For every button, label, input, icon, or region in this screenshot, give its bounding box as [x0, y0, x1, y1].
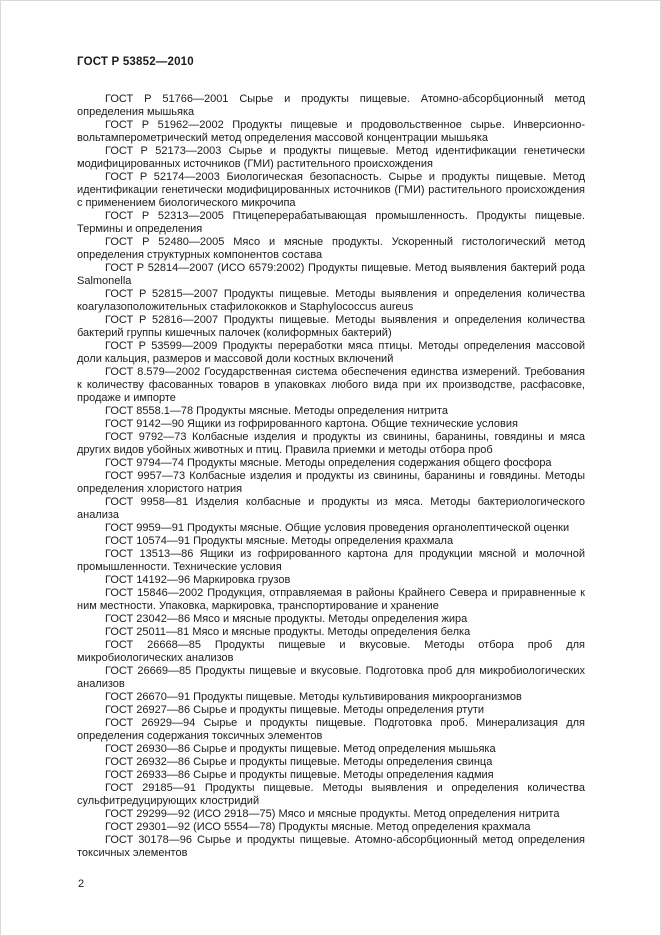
reference-item: ГОСТ Р 51766—2001 Сырье и продукты пищевые. Атомно-абсорбционный метод определения мышьяка — [77, 93, 585, 118]
reference-item: ГОСТ 25011—81 Мясо и мясные продукты. Методы определения белка — [105, 626, 471, 638]
reference-item: ГОСТ 9792—73 Колбасные изделия и продукты из свинины, баранины, говядины и мяса других видов убойных животных и птиц. Правила приемки и методы отбора проб — [77, 431, 585, 456]
reference-item: ГОСТ 26929—94 Сырье и продукты пищевые. Подготовка проб. Минерализация для определения содержания токсичных элементов — [77, 717, 585, 742]
reference-item: ГОСТ Р 53599—2009 Продукты переработки мяса птицы. Методы определения массовой доли кальция, размеров и массовой доли костных включений — [77, 340, 585, 365]
reference-item: ГОСТ 8.579—2002 Государственная система обеспечения единства измерений. Требования к количеству фасованных товаров в упаковках любого вида при их производстве, расфасовке, продаже и импорте — [77, 366, 585, 404]
reference-item: ГОСТ 13513—86 Ящики из гофрированного картона для продукции мясной и молочной промышленности. Технические условия — [77, 548, 585, 573]
reference-item: ГОСТ 29185—91 Продукты пищевые. Методы выявления и определения количества сульфитредуцирующих клостридий — [77, 782, 585, 807]
reference-item: ГОСТ 9958—81 Изделия колбасные и продукты из мяса. Методы бактериологического анализа — [77, 496, 585, 521]
reference-item: ГОСТ Р 52480—2005 Мясо и мясные продукты. Ускоренный гистологический метод определения структурных компонентов состава — [77, 236, 585, 261]
reference-item: ГОСТ Р 52816—2007 Продукты пищевые. Методы выявления и определения количества бактерий группы кишечных палочек (колиформных бактерий) — [77, 314, 585, 339]
document-header: ГОСТ Р 53852—2010 — [77, 56, 194, 68]
reference-item: ГОСТ 26932—86 Сырье и продукты пищевые. Методы определения свинца — [105, 756, 493, 768]
reference-item: ГОСТ Р 52173—2003 Сырье и продукты пищевые. Метод идентификации генетически модифицированных источников (ГМИ) растительного происхождения — [77, 145, 585, 170]
reference-item: ГОСТ 30178—96 Сырье и продукты пищевые. Атомно-абсорбционный метод определения токсичных элементов — [77, 834, 585, 859]
reference-item: ГОСТ 26933—86 Сырье и продукты пищевые. Методы определения кадмия — [105, 769, 494, 781]
reference-item: ГОСТ 9794—74 Продукты мясные. Методы определения содержания общего фосфора — [105, 457, 552, 469]
reference-item: ГОСТ 14192—96 Маркировка грузов — [105, 574, 291, 586]
reference-item: ГОСТ 9142—90 Ящики из гофрированного картона. Общие технические условия — [105, 418, 518, 430]
reference-item: ГОСТ 26930—86 Сырье и продукты пищевые. Метод определения мышьяка — [105, 743, 496, 755]
reference-item: ГОСТ 10574—91 Продукты мясные. Методы определения крахмала — [105, 535, 454, 547]
reference-item: ГОСТ Р 52814—2007 (ИСО 6579:2002) Продукты пищевые. Метод выявления бактерий рода Salmonella — [77, 262, 585, 287]
reference-item: ГОСТ 29301—92 (ИСО 5554—78) Продукты мясные. Метод определения крахмала — [105, 821, 531, 833]
page-number: 2 — [78, 878, 85, 890]
reference-item: ГОСТ 26670—91 Продукты пищевые. Методы культивирования микроорганизмов — [105, 691, 522, 703]
reference-item: ГОСТ 8558.1—78 Продукты мясные. Методы определения нитрита — [105, 405, 448, 417]
reference-item: ГОСТ Р 52313—2005 Птицеперерабатывающая промышленность. Продукты пищевые. Термины и определения — [77, 210, 585, 235]
reference-item: ГОСТ Р 51962—2002 Продукты пищевые и продовольственное сырье. Инверсионно-вольтамперометрический метод определения массовой концентрации мышьяка — [77, 119, 585, 144]
reference-item: ГОСТ 26668—85 Продукты пищевые и вкусовые. Методы отбора проб для микробиологических анализов — [77, 639, 585, 664]
reference-item: ГОСТ Р 52174—2003 Биологическая безопасность. Сырье и продукты пищевые. Метод идентификации генетически модифицированных источников (ГМИ) растительного происхождения с применением биологического микрочипа — [77, 171, 585, 209]
reference-item: ГОСТ 23042—86 Мясо и мясные продукты. Методы определения жира — [105, 613, 468, 625]
reference-item: ГОСТ 29299—92 (ИСО 2918—75) Мясо и мясные продукты. Метод определения нитрита — [105, 808, 560, 820]
reference-item: ГОСТ 15846—2002 Продукция, отправляемая в районы Крайнего Севера и приравненные к ним местности. Упаковка, маркировка, транспортирование и хранение — [77, 587, 585, 612]
reference-item: ГОСТ Р 52815—2007 Продукты пищевые. Методы выявления и определения количества коагулазоположительных стафилококков и Staphylococcus aureus — [77, 288, 585, 313]
reference-item: ГОСТ 9959—91 Продукты мясные. Общие условия проведения органолептической оценки — [105, 522, 570, 534]
references-list — [77, 93, 585, 860]
reference-item: ГОСТ 9957—73 Колбасные изделия и продукты из свинины, баранины и говядины. Методы определения хлористого натрия — [77, 470, 585, 495]
reference-item: ГОСТ 26669—85 Продукты пищевые и вкусовые. Подготовка проб для микробиологических анализов — [77, 665, 585, 690]
reference-item: ГОСТ 26927—86 Сырье и продукты пищевые. Методы определения ртути — [105, 704, 485, 716]
